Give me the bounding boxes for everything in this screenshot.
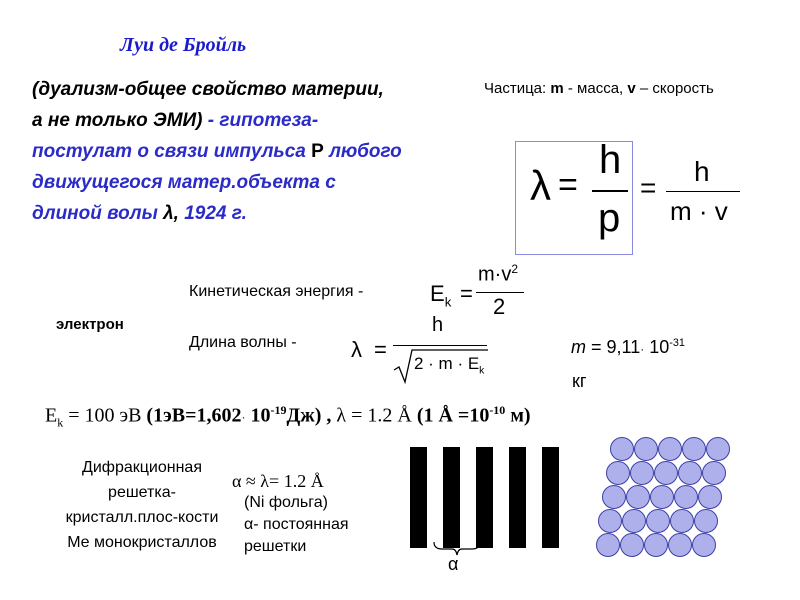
atom-circle (646, 509, 670, 533)
atom-circle (668, 533, 692, 557)
atom-circle (674, 485, 698, 509)
grating-stripe (443, 447, 460, 548)
atom-lattice (596, 437, 746, 557)
energy-value: = 100 эВ (63, 404, 142, 427)
particle-m: m (550, 80, 564, 97)
mass-value: = 9,11 (586, 337, 641, 357)
atom-circle (602, 485, 626, 509)
particle-v: v (627, 80, 636, 97)
atom-circle (644, 533, 668, 557)
energy-angstrom-a: (1 Å =10 (411, 404, 490, 427)
hypothesis-line-2-blue: - гипотеза- (202, 110, 319, 131)
wave-den-sub: k (479, 365, 485, 377)
energy-conversion-b: 10 (245, 404, 271, 427)
energy-lambda: λ = 1.2 Å (331, 404, 412, 427)
wave-lambda: λ (351, 337, 362, 362)
kinetic-denominator: 2 (493, 294, 506, 319)
kinetic-num-text: m·v (478, 263, 512, 286)
atom-circle (610, 437, 634, 461)
kinetic-numerator (478, 262, 518, 287)
particle-description (484, 80, 714, 97)
energy-exp-1: -19 (270, 403, 287, 417)
atom-circle (606, 461, 630, 485)
alpha-info-line-3: α- постоянная (244, 516, 349, 533)
formula-lambda: λ (530, 162, 551, 209)
atom-circle (698, 485, 722, 509)
energy-conversion-a: (1эВ=1,602 (141, 404, 242, 427)
atom-circle (596, 533, 620, 557)
hypothesis-text (32, 74, 402, 229)
hypothesis-line-1: (дуализм-общее свойство материи, (32, 79, 384, 100)
atom-circle (682, 437, 706, 461)
alpha-info-line-4: решетки (244, 538, 307, 555)
hypothesis-line-3b: любого (323, 141, 402, 162)
kinetic-lhs-e: E (430, 281, 445, 306)
alpha-symbol: α (448, 554, 459, 574)
hypothesis-line-4: движущегося матер.объекта с (32, 172, 336, 193)
atom-circle (706, 437, 730, 461)
atom-circle (694, 509, 718, 533)
mass-m: m (571, 337, 586, 357)
grating-stripe (410, 447, 427, 548)
atom-circle (692, 533, 716, 557)
particle-m-text: - масса, (563, 80, 628, 97)
energy-conversion-c: Дж) , (286, 404, 332, 427)
atom-circle (620, 533, 644, 557)
atom-circle (658, 437, 682, 461)
atom-circle (654, 461, 678, 485)
formula-fraction-line-2 (666, 191, 740, 192)
hypothesis-lambda-symbol: λ, (163, 203, 179, 224)
mass-unit: кг (572, 371, 587, 391)
hypothesis-line-5a: длиной волы (32, 203, 164, 224)
wave-equals: = (374, 337, 387, 362)
energy-ek: E (45, 404, 58, 427)
formula-mv: m · v (670, 196, 728, 226)
formula-equals-2: = (640, 172, 657, 203)
atom-circle (702, 461, 726, 485)
hypothesis-year: 1924 г. (178, 203, 247, 224)
energy-exp-2: -10 (489, 403, 506, 417)
mass-exp: -31 (669, 337, 685, 349)
mass-base: 10 (644, 337, 670, 357)
electron-mass (571, 337, 685, 358)
hypothesis-line-3a: постулат о связи импульса (32, 141, 312, 162)
formula-equals-1: = (558, 166, 578, 204)
hypothesis-p-symbol: Р (311, 141, 324, 162)
particle-v-text: – скорость (635, 80, 714, 97)
atom-circle (650, 485, 674, 509)
atom-circle (670, 509, 694, 533)
formula-h2: h (694, 156, 710, 187)
wave-denominator (414, 354, 484, 376)
grating-stripe (509, 447, 526, 548)
alpha-info-line-1: α ≈ λ= 1.2 Å (232, 471, 324, 491)
kinetic-fraction-line (476, 292, 524, 293)
page-title: Луи де Бройль (120, 34, 247, 56)
particle-prefix: Частица: (484, 80, 551, 97)
energy-angstrom-b: м) (505, 404, 531, 427)
kinetic-equals: = (460, 281, 473, 306)
atom-circle (598, 509, 622, 533)
wave-den-text: 2 · m · E (414, 354, 480, 373)
energy-line (45, 403, 531, 431)
wavelength-label: Длина волны - (189, 334, 297, 351)
kinetic-num-sup: 2 (511, 262, 519, 276)
kinetic-lhs-sub: k (444, 294, 452, 310)
atom-circle (678, 461, 702, 485)
kinetic-energy-label: Кинетическая энергия - (189, 283, 364, 300)
mass-dot: · (640, 342, 645, 356)
grating-stripes (410, 447, 560, 548)
alpha-info-line-2: (Ni фольга) (244, 494, 328, 511)
grating-stripe (542, 447, 559, 548)
grating-label: Дифракционная решетка-кристалл.плос-кости Me монокристаллов (65, 459, 219, 551)
electron-label: электрон (56, 316, 124, 333)
formula-p: p (598, 196, 621, 240)
atom-circle (622, 509, 646, 533)
atom-circle (634, 437, 658, 461)
formula-fraction-line-1 (592, 190, 628, 192)
hypothesis-line-2: а не только ЭМИ) (32, 110, 203, 131)
atom-circle (626, 485, 650, 509)
formula-h: h (599, 138, 622, 182)
energy-dot: · (241, 410, 246, 425)
grating-stripe (476, 447, 493, 548)
atom-circle (630, 461, 654, 485)
kinetic-lhs (430, 281, 451, 309)
alpha-info (232, 470, 349, 558)
energy-ek-sub: k (57, 415, 64, 430)
wave-numerator: h (432, 314, 444, 336)
